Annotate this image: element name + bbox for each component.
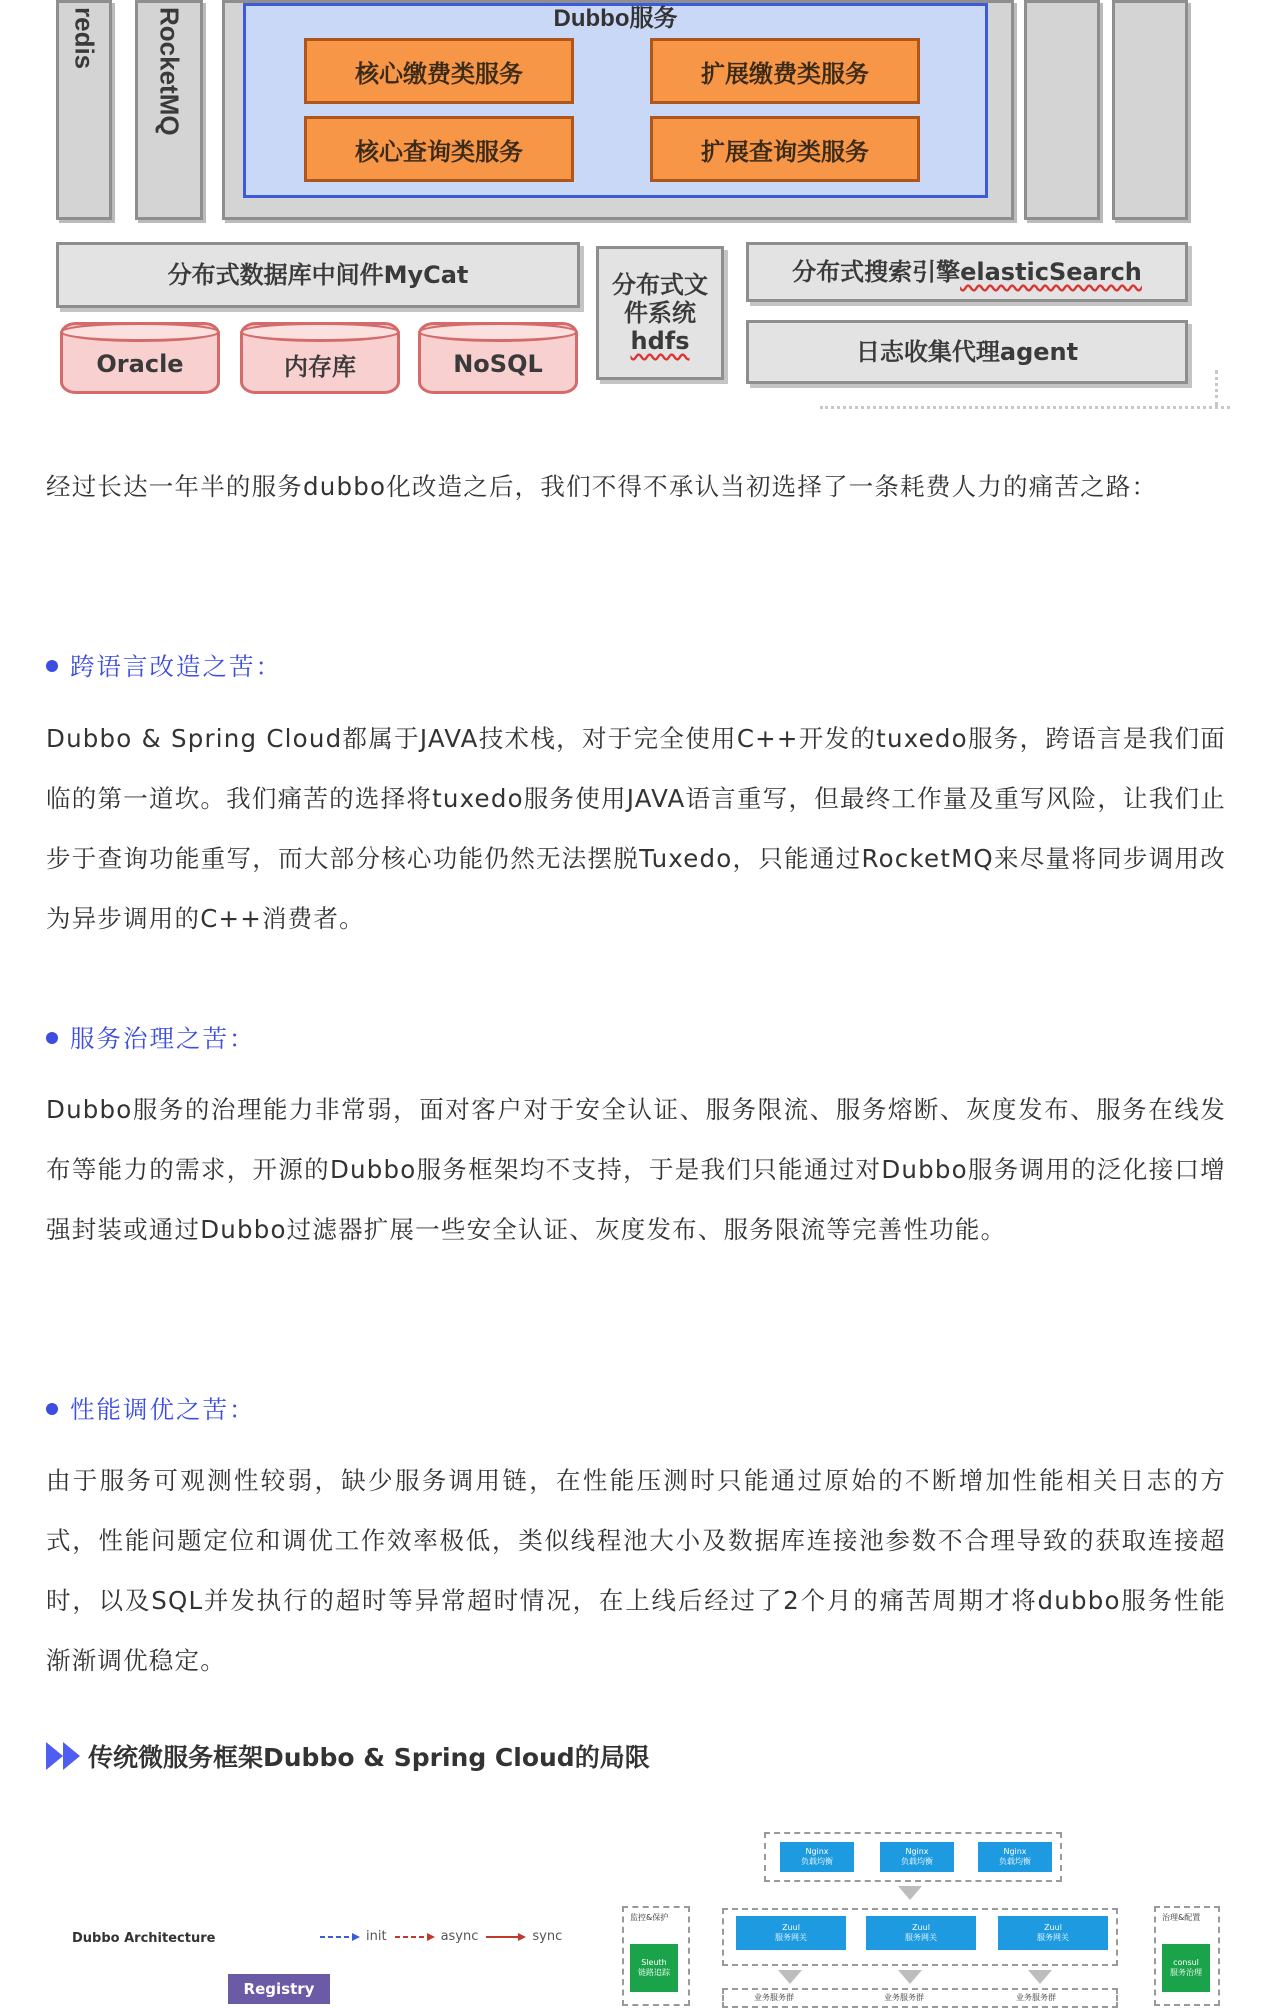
right-column-2 (1112, 0, 1188, 220)
legend-sync (486, 1929, 562, 1944)
redis-label: redis (69, 7, 100, 70)
nginx-sub: 负载均衡 (801, 1857, 833, 1866)
legend-init (320, 1929, 387, 1944)
nginx-sub: 负载均衡 (901, 1857, 933, 1866)
legend-sync-label: sync (532, 1929, 563, 1944)
dubbo-title: Dubbo服务 (553, 5, 678, 32)
service-label-2: 业务服务群 (884, 1993, 924, 2002)
zuul-sub: 服务网关 (775, 1933, 807, 1942)
zuul-box-3 (998, 1916, 1108, 1950)
es-name: elasticSearch (960, 258, 1142, 286)
zuul-box-2 (866, 1916, 976, 1950)
hdfs-line-1: 分布式文 (612, 271, 708, 299)
heading-text: 跨语言改造之苦： (70, 652, 282, 681)
dubbo-arch-title: Dubbo Architecture (72, 1931, 216, 1946)
right-column-1 (1024, 0, 1100, 220)
elasticsearch-box (746, 242, 1188, 302)
nginx-box-3 (978, 1842, 1052, 1872)
monitor-panel-label: 监控&保护 (630, 1913, 669, 1922)
es-prefix: 分布式搜索引擎 (792, 258, 961, 286)
hdfs-box (596, 246, 724, 380)
dubbo-service-layer (222, 0, 1014, 220)
dashed-arrow-icon (320, 1932, 360, 1942)
dubbo-service-panel (243, 3, 988, 198)
legend-async (395, 1929, 479, 1944)
heading-text: 服务治理之苦： (70, 1024, 256, 1053)
memory-db (240, 322, 400, 394)
service-label-3: 业务服务群 (1016, 1993, 1056, 2002)
zuul-sub: 服务网关 (1037, 1933, 1069, 1942)
sleuth-sub: 链路追踪 (638, 1968, 670, 1977)
sleuth-box (630, 1944, 678, 1992)
nginx-box-1 (780, 1842, 854, 1872)
dubbo-arch-legend (320, 1929, 562, 1944)
legend-init-label: init (366, 1929, 387, 1944)
consul-title: consul (1173, 1958, 1199, 1967)
architecture-figure (50, 0, 1230, 410)
consul-box (1162, 1944, 1210, 1992)
bullet-heading-cross-language (46, 650, 282, 684)
rocketmq-label: RocketMQ (154, 7, 185, 136)
hdfs-line-2: 件系统 (624, 299, 696, 327)
zuul-title: Zuul (782, 1923, 800, 1932)
ext-query-service: 扩展查询类服务 (650, 116, 920, 182)
down-arrow-icon (898, 1970, 922, 1984)
zuul-sub: 服务网关 (905, 1933, 937, 1942)
intro-paragraph: 经过长达一年半的服务dubbo化改造之后，我们不得不承认当初选择了一条耗费人力的痛苦之路： (46, 472, 1158, 501)
nginx-box-2 (880, 1842, 954, 1872)
zuul-title: Zuul (912, 1923, 930, 1932)
heading-text: 性能调优之苦： (70, 1395, 256, 1424)
spring-cloud-architecture-figure (622, 1826, 1230, 2000)
consul-sub: 服务治理 (1170, 1968, 1202, 1977)
section-heading-text: 传统微服务框架Dubbo & Spring Cloud的局限 (88, 1743, 650, 1772)
zuul-box-1 (736, 1916, 846, 1950)
zuul-title: Zuul (1044, 1923, 1062, 1932)
nginx-title: Nginx (805, 1847, 829, 1856)
bullet-heading-performance (46, 1393, 256, 1427)
mycat-box: 分布式数据库中间件MyCat (56, 242, 580, 308)
nginx-title: Nginx (905, 1847, 929, 1856)
bullet-dot-icon (46, 660, 58, 672)
oracle-db (60, 322, 220, 394)
nosql-label: NoSQL (453, 350, 543, 378)
down-arrow-icon (1028, 1970, 1052, 1984)
paragraph-cross-language: Dubbo & Spring Cloud都属于JAVA技术栈，对于完全使用C++开发的tuxedo服务，跨语言是我们面临的第一道坎。我们痛苦的选择将tuxedo服务使用JAVA语言重写，但最终工作量及重写风险，让我们止步于查询功能重写，而大部分核心功能仍然无法摆脱Tuxedo，只能通过RocketMQ来尽量将同步调用改为异步调用的C++消费者。 (46, 724, 1226, 933)
nginx-title: Nginx (1003, 1847, 1027, 1856)
nosql-db (418, 322, 578, 394)
double-arrow-icon (46, 1742, 80, 1770)
dubbo-architecture-figure (62, 1905, 582, 2000)
rocketmq-column (135, 0, 203, 220)
redis-column (56, 0, 112, 220)
dashed-arrow-icon (395, 1932, 435, 1942)
sleuth-title: Sleuth (641, 1958, 667, 1967)
core-payment-service: 核心缴费类服务 (304, 38, 574, 104)
figure-border-dots (820, 392, 1230, 409)
legend-async-label: async (440, 1929, 479, 1944)
registry-box: Registry (228, 1974, 330, 2004)
solid-arrow-icon (486, 1932, 526, 1942)
down-arrow-icon (778, 1970, 802, 1984)
memory-db-label: 内存库 (284, 352, 356, 381)
core-query-service: 核心查询类服务 (304, 116, 574, 182)
service-label-1: 业务服务群 (754, 1993, 794, 2002)
nginx-sub: 负载均衡 (999, 1857, 1031, 1866)
bullet-dot-icon (46, 1032, 58, 1044)
figure-border-dots-vertical (1215, 370, 1230, 406)
section-heading-limitations (46, 1738, 650, 1774)
oracle-label: Oracle (96, 350, 184, 378)
paragraph-governance: Dubbo服务的治理能力非常弱，面对客户对于安全认证、服务限流、服务熔断、灰度发布、服务在线发布等能力的需求，开源的Dubbo服务框架均不支持，于是我们只能通过对Dubbo服务调用的泛化接口增强封装或通过Dubbo过滤器扩展一些安全认证、灰度发布、服务限流等完善性功能。 (46, 1095, 1226, 1244)
ext-payment-service: 扩展缴费类服务 (650, 38, 920, 104)
bullet-heading-governance (46, 1022, 256, 1056)
agent-box: 日志收集代理agent (746, 320, 1188, 384)
governance-panel-label: 治理&配置 (1162, 1913, 1201, 1922)
paragraph-performance: 由于服务可观测性较弱，缺少服务调用链，在性能压测时只能通过原始的不断增加性能相关日志的方式，性能问题定位和调优工作效率极低，类似线程池大小及数据库连接池参数不合理导致的获取连接超时，以及SQL并发执行的超时等异常超时情况，在上线后经过了2个月的痛苦周期才将dubbo服务性能渐渐调优稳定。 (46, 1466, 1226, 1675)
down-arrow-icon (898, 1886, 922, 1900)
bullet-dot-icon (46, 1403, 58, 1415)
hdfs-line-3: hdfs (630, 327, 690, 355)
